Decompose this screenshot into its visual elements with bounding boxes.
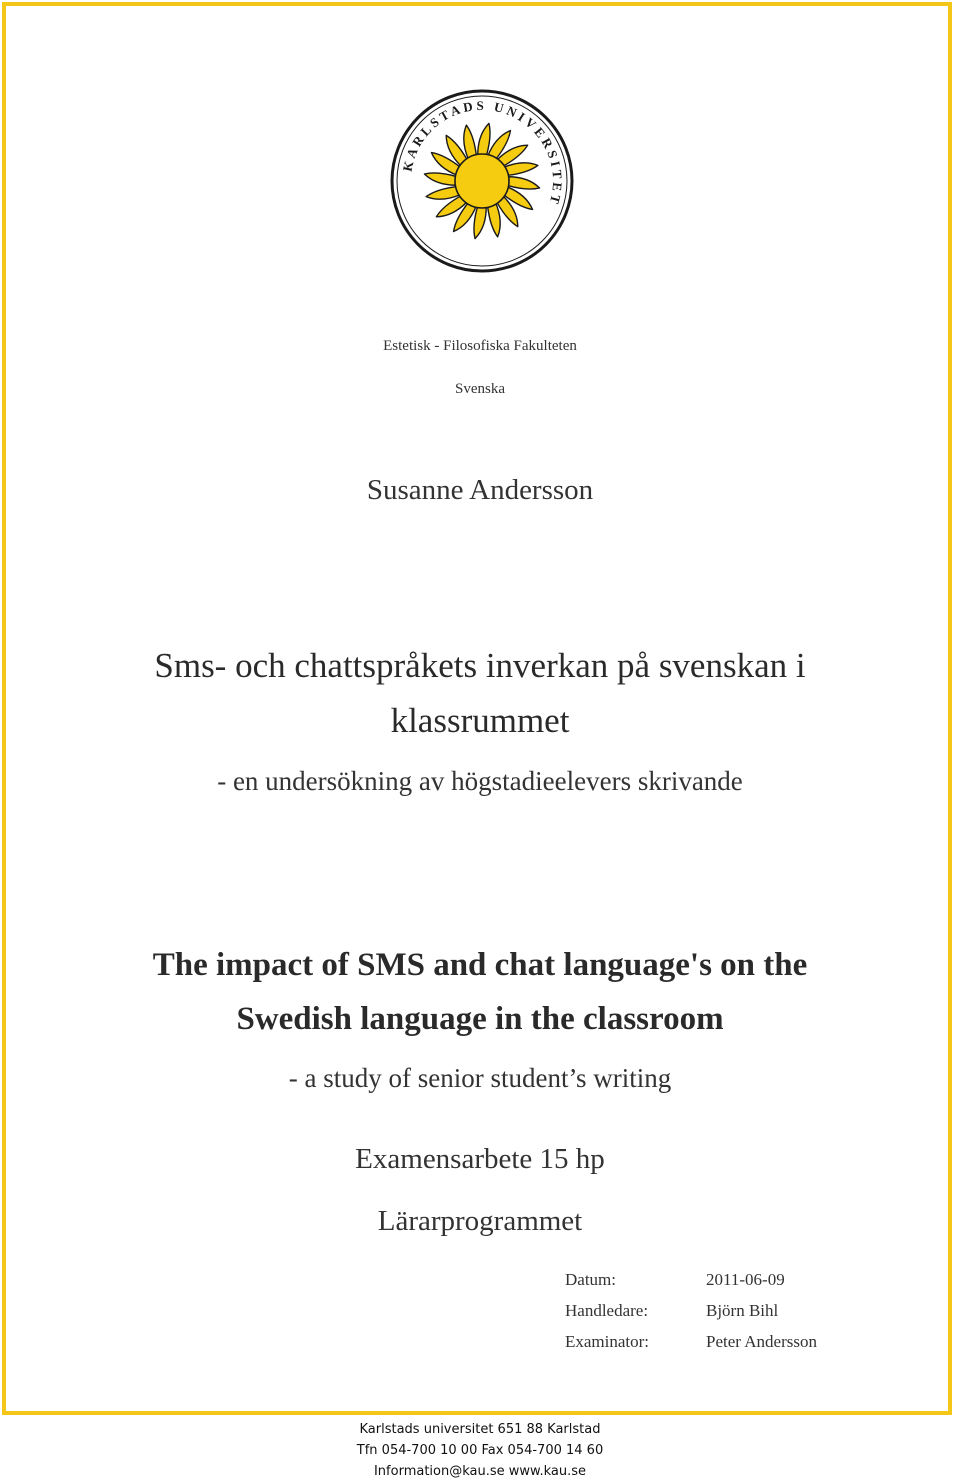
meta-value: Björn Bihl (706, 1301, 779, 1320)
swedish-title (0, 638, 960, 748)
thesis-type: Examensarbete 15 hp (355, 1143, 605, 1175)
meta-label: Handledare: (565, 1301, 649, 1320)
footer-address: Karlstads universitet 651 88 Karlstad (359, 1422, 601, 1437)
meta-label: Datum: (565, 1270, 616, 1289)
sun-disc (455, 154, 509, 208)
english-title (0, 938, 960, 1046)
meta-label: Examinator: (565, 1332, 650, 1351)
faculty-name: Estetisk - Filosofiska Fakulteten (383, 338, 577, 354)
english-subtitle: - a study of senior student’s writing (288, 1063, 672, 1093)
footer-phone-fax: Tfn 054-700 10 00 Fax 054-700 14 60 (356, 1443, 604, 1458)
logo-ring-text: KARLSTADS UNIVERSITET (399, 97, 566, 209)
swedish-title-line-2: klassrummet (390, 701, 570, 740)
swedish-title-line-1: Sms- och chattspråkets inverkan på svenskan i (154, 646, 806, 685)
meta-value: Peter Andersson (706, 1332, 817, 1351)
meta-value: 2011-06-09 (706, 1270, 785, 1289)
author-name: Susanne Andersson (366, 474, 594, 506)
english-title-line-2: Swedish language in the classroom (236, 1001, 724, 1037)
program-name: Lärarprogrammet (377, 1205, 583, 1237)
university-logo (389, 88, 575, 274)
footer-contact: Information@kau.se www.kau.se (373, 1464, 587, 1479)
english-title-line-1: The impact of SMS and chat language's on the (152, 947, 808, 983)
swedish-subtitle: - en undersökning av högstadieelevers skrivande (217, 766, 743, 796)
university-footer (0, 1419, 960, 1482)
department-name: Svenska (455, 381, 505, 397)
